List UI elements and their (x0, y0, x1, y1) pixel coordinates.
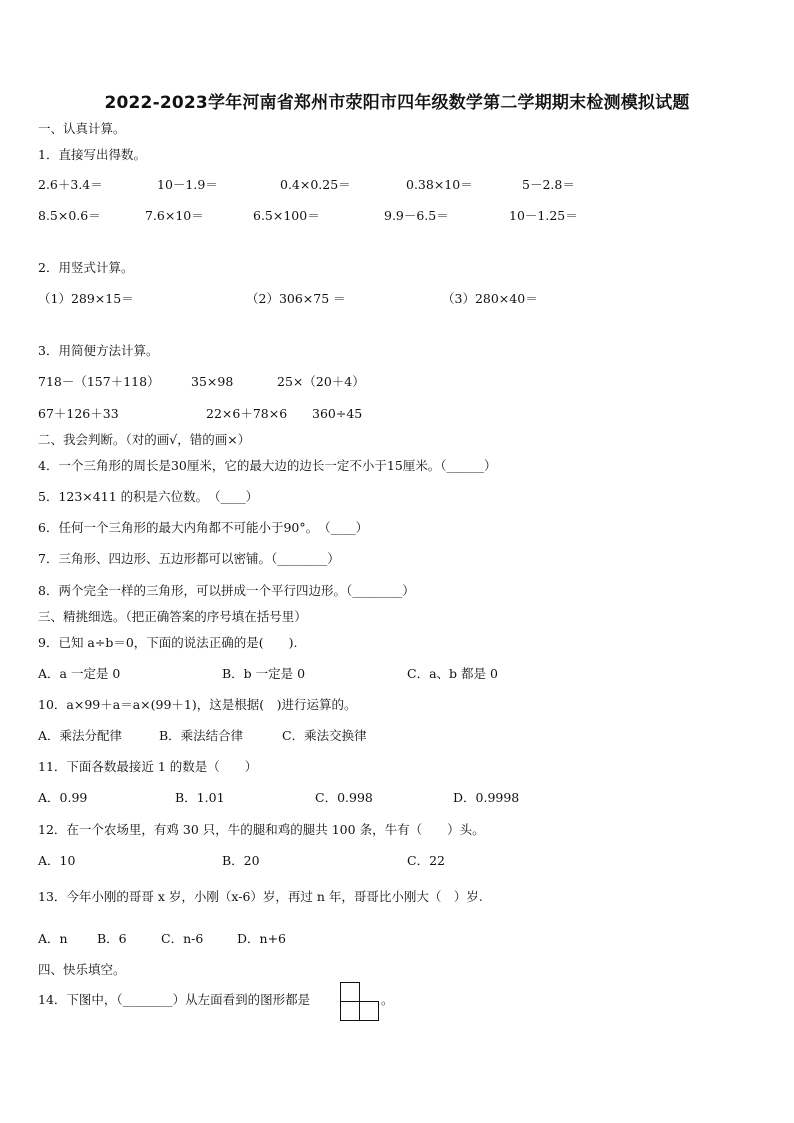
calc-item: 10－1.9＝ (157, 177, 218, 192)
option: B．20 (222, 853, 260, 868)
question-4: 4．一个三角形的周长是30厘米，它的最大边的边长一定不小于15厘米。（______） (38, 458, 497, 473)
simplify-item: 22×6＋78×6 (206, 406, 288, 421)
question-9-stem: 9．已知 a÷b＝0，下面的说法正确的是( ). (38, 635, 298, 650)
option: A．n (38, 931, 68, 946)
section-heading-3: 三、精挑细选。（把正确答案的序号填在括号里） (38, 609, 307, 624)
option: B．1.01 (175, 790, 225, 805)
simplify-item: 35×98 (191, 374, 234, 389)
question-2-stem: 2．用竖式计算。 (38, 260, 134, 275)
simplify-item: 360÷45 (312, 406, 363, 421)
question-11-stem: 11．下面各数最接近 1 的数是（ ） (38, 759, 258, 774)
question-3-stem: 3．用简便方法计算。 (38, 343, 159, 358)
option: B．b 一定是 0 (222, 666, 306, 681)
option: B．6 (97, 931, 127, 946)
left-view-figure (340, 982, 380, 1022)
calc-item: 9.9－6.5＝ (384, 208, 449, 223)
option: A．0.99 (38, 790, 88, 805)
vertical-calc-item: （1）289×15＝ (38, 291, 134, 306)
figure-square-bottom-left (340, 1001, 360, 1021)
option: C．a、b 都是 0 (407, 666, 498, 681)
question-12-stem: 12．在一个农场里，有鸡 30 只，牛的腿和鸡的腿共 100 条，牛有（ ）头。 (38, 822, 485, 837)
calc-item: 8.5×0.6＝ (38, 208, 101, 223)
simplify-item: 25×（20＋4） (277, 374, 365, 389)
simplify-item: 67＋126＋33 (38, 406, 119, 421)
option: B．乘法结合律 (159, 728, 244, 743)
question-5: 5．123×411 的积是六位数。 （____） (38, 489, 259, 504)
question-13-stem: 13．今年小刚的哥哥 x 岁，小刚（x-6）岁，再过 n 年，哥哥比小刚大（ ）岁. (38, 889, 483, 904)
option: D．0.9998 (453, 790, 520, 805)
option: A．10 (38, 853, 76, 868)
calc-item: 6.5×100＝ (253, 208, 320, 223)
option: A．乘法分配律 (38, 728, 123, 743)
option: C．n-6 (161, 931, 204, 946)
page-title: 2022-2023学年河南省郑州市荥阳市四年级数学第二学期期末检测模拟试题 (104, 93, 690, 113)
calc-item: 7.6×10＝ (145, 208, 204, 223)
question-7: 7．三角形、四边形、五边形都可以密铺。（________） (38, 551, 340, 566)
option: C．22 (407, 853, 445, 868)
vertical-calc-item: （3）280×40＝ (442, 291, 538, 306)
calc-item: 0.38×10＝ (406, 177, 473, 192)
question-10-stem: 10．a×99＋a＝a×(99＋1)，这是根据( )进行运算的。 (38, 697, 357, 712)
calc-item: 10－1.25＝ (509, 208, 578, 223)
vertical-calc-item: （2）306×75 ＝ (246, 291, 346, 306)
question-14-end: 。 (381, 992, 394, 1007)
option: D．n+6 (237, 931, 286, 946)
figure-square-bottom-right (359, 1001, 379, 1021)
simplify-item: 718－（157＋118） (38, 374, 160, 389)
figure-square-top (340, 982, 360, 1002)
question-8: 8．两个完全一样的三角形，可以拼成一个平行四边形。（________） (38, 583, 415, 598)
section-heading-1: 一、认真计算。 (38, 121, 126, 136)
calc-item: 0.4×0.25＝ (280, 177, 351, 192)
section-heading-4: 四、快乐填空。 (38, 962, 126, 977)
question-1-stem: 1．直接写出得数。 (38, 147, 146, 162)
question-6: 6．任何一个三角形的最大内角都不可能小于90°。 （____） (38, 520, 369, 535)
option: C．0.998 (315, 790, 373, 805)
question-14-stem: 14．下图中，（________）从左面看到的图形都是 (38, 992, 311, 1007)
option: C．乘法交换律 (282, 728, 367, 743)
section-heading-2: 二、我会判断。（对的画√，错的画×） (38, 432, 251, 447)
calc-item: 5－2.8＝ (522, 177, 575, 192)
calc-item: 2.6＋3.4＝ (38, 177, 103, 192)
option: A．a 一定是 0 (38, 666, 121, 681)
